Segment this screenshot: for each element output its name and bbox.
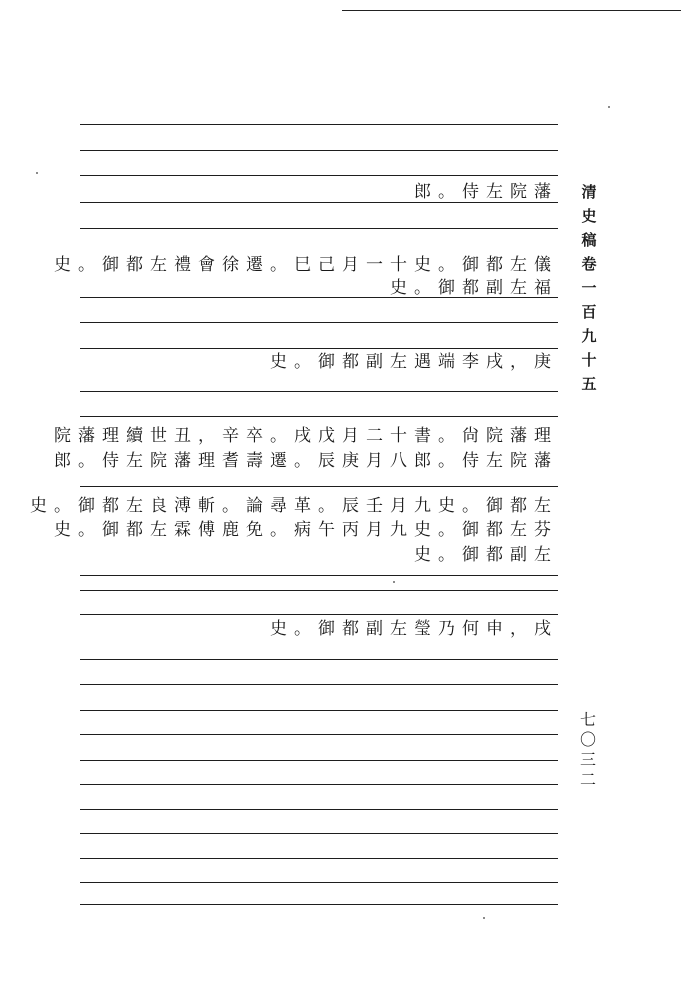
table-rule: [80, 575, 558, 576]
table-rule: [80, 614, 558, 615]
top-border-line: [342, 10, 681, 11]
table-rule: [80, 659, 558, 660]
table-rule: [80, 710, 558, 711]
table-rule: [80, 175, 558, 176]
table-rule: [80, 322, 558, 323]
table-rule: [80, 486, 558, 487]
table-rule: [80, 416, 558, 417]
table-row: 郎。侍左院藩理耆壽遷。辰庚月八郎。侍左院藩: [54, 451, 558, 471]
scan-speck: [483, 917, 485, 919]
table-rule: [80, 784, 558, 785]
table-rule: [80, 391, 558, 392]
table-rule: [80, 150, 558, 151]
table-row: 郎。侍左院藩: [414, 182, 558, 202]
scan-speck: [393, 581, 395, 583]
page-number: 七 〇 三 二: [579, 710, 596, 789]
table-rule: [80, 734, 558, 735]
table-rule: [80, 228, 558, 229]
scan-speck: [36, 172, 38, 174]
table-rule: [80, 904, 558, 905]
table-rule: [80, 882, 558, 883]
table-rule: [80, 348, 558, 349]
table-rule: [80, 124, 558, 125]
table-row: 院藩理續世丑，辛卒。戌戊月二十書。尙院藩理: [54, 426, 558, 446]
table-row: 史。御都副左福: [390, 278, 558, 298]
table-rule: [80, 590, 558, 591]
table-rule: [80, 684, 558, 685]
book-title: 清 史 稿 卷 一 百 九 十 五: [581, 183, 597, 393]
table-row: 史。御都副左瑩乃何申，戌: [270, 619, 558, 639]
table-rule: [80, 809, 558, 810]
table-row: 史。御都副左遇端李戌，庚: [270, 352, 558, 372]
table-row: 史。御都左良溥斬。論尋革。辰壬月九史。御都左: [30, 496, 558, 516]
table-rule: [80, 760, 558, 761]
table-rule: [80, 833, 558, 834]
scan-speck: [608, 106, 610, 108]
table-row: 史。御都左禮會徐遷。巳己月一十史。御都左儀: [54, 255, 558, 275]
table-row: 史。御都左霖傅鹿免。病午丙月九史。御都左芬: [54, 520, 558, 540]
table-row: 史。御都副左: [414, 545, 558, 565]
table-rule: [80, 858, 558, 859]
